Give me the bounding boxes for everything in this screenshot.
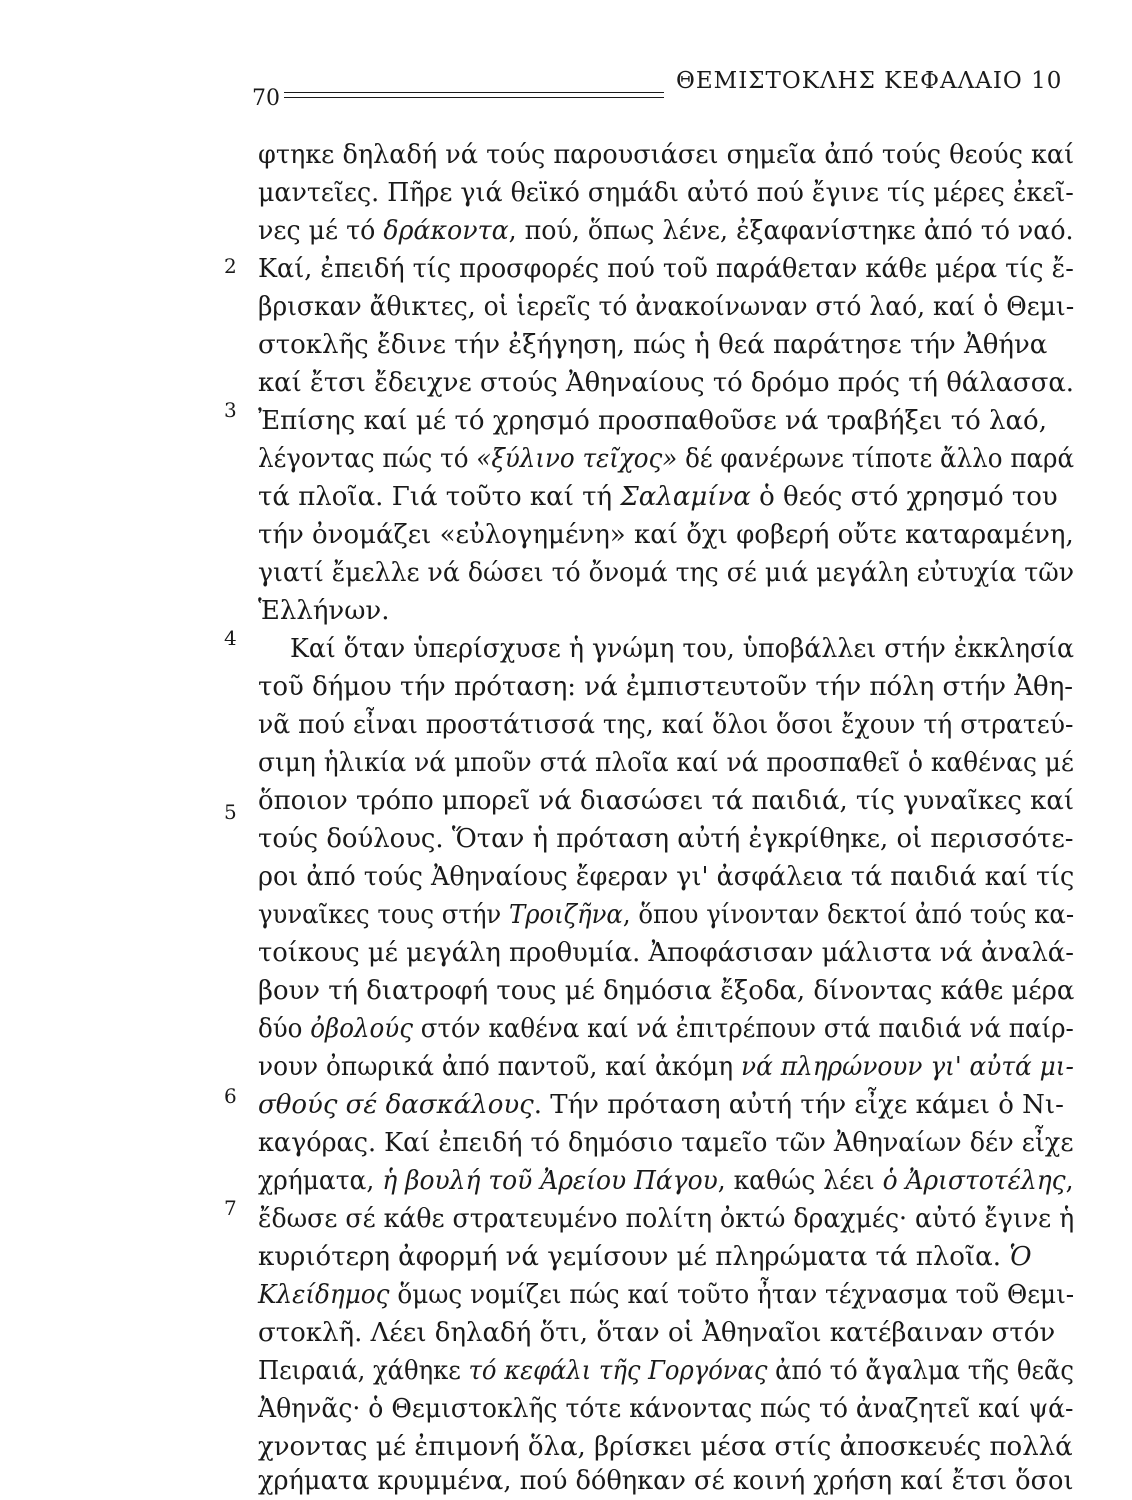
text-line: καί ἔτσι ἔδειχνε στούς Ἀθηναίους τό δρόμο πρός τή θάλασσα. [258,368,1074,398]
text-line: λέγοντας πώς τό «ξύλινο τεῖχος» δέ φανέρωνε τίποτε ἄλλο παρά [258,444,1075,474]
text-line: βρισκαν ἄθικτες, οἱ ἱερεῖς τό ἀνακοίνωναν στό λαό, καί ὁ Θεμι- [258,292,1075,322]
text-line: Ἐπίσης καί μέ τό χρησμό προσπαθοῦσε νά τραβήξει τό λαό, [258,406,1047,436]
text-line: δύο ὀβολούς στόν καθένα καί νά ἐπιτρέπουν στά παιδιά νά παίρ- [258,1014,1074,1044]
text-line: τοῦ δήμου τήν πρόταση: νά ἐμπιστευτοῦν τήν πόλη στήν Ἀθη- [258,672,1074,702]
text-line: νες μέ τό δράκοντα, πού, ὅπως λένε, ἐξαφανίστηκε ἀπό τό ναό. [258,216,1074,246]
text-line: νᾶ πού εἶναι προστάτισσά της, καί ὅλοι ὅσοι ἔχουν τή στρατεύ- [258,710,1074,740]
text-line: νουν ὀπωρικά ἀπό παντοῦ, καί ἀκόμη νά πληρώνουν γι' αὐτά μι- [258,1052,1074,1082]
text-line: Κλείδημος ὅμως νομίζει πώς καί τοῦτο ἦταν τέχνασμα τοῦ Θεμι- [258,1280,1075,1310]
text-line: καγόρας. Καί ἐπειδή τό δημόσιο ταμεῖο τῶν Ἀθηναίων δέν εἶχε [258,1128,1074,1158]
text-line: τούς δούλους. Ὅταν ἡ πρόταση αὐτή ἐγκρίθηκε, οἱ περισσότε- [258,824,1074,854]
text-line: γιατί ἔμελλε νά δώσει τό ὄνομά της σέ μιά μεγάλη εὐτυχία τῶν [258,558,1075,588]
text-line: χνοντας μέ ἐπιμονή ὅλα, βρίσκει μέσα στίς ἀποσκευές πολλά [258,1432,1073,1462]
running-title: ΘΕΜΙΣΤΟΚΛΗΣ ΚΕΦΑΛΑΙΟ 10 [676,68,1063,94]
text-line: σιμη ἡλικία νά μποῦν στά πλοῖα καί νά προσπαθεῖ ὁ καθένας μέ [258,748,1074,778]
text-line: σθούς σέ δασκάλους. Τήν πρόταση αὐτή τήν εἶχε κάμει ὁ Νι- [258,1090,1064,1120]
text-line: χρήματα, ἡ βουλή τοῦ Ἀρείου Πάγου, καθώς λέει ὁ Ἀριστοτέλης, [258,1166,1074,1196]
header-rule [284,92,664,98]
text-line: ὅποιον τρόπο μπορεῖ νά διασώσει τά παιδιά, τίς γυναῖκες καί [258,786,1074,816]
text-line: στοκλῆ. Λέει δηλαδή ὅτι, ὅταν οἱ Ἀθηναῖοι κατέβαιναν στόν [258,1318,1056,1348]
text-line: φτηκε δηλαδή νά τούς παρουσιάσει σημεῖα ἀπό τούς θεούς καί [258,140,1075,170]
section-number: 5 [224,800,237,824]
text-line: στοκλῆς ἔδινε τήν ἐξήγηση, πώς ἡ θεά παράτησε τήν Ἀθήνα [258,330,1048,360]
text-line: ροι ἀπό τούς Ἀθηναίους ἔφεραν γι' ἀσφάλεια τά παιδιά καί τίς [258,862,1075,892]
text-line: βουν τή διατροφή τους μέ δημόσια ἔξοδα, δίνοντας κάθε μέρα [258,976,1075,1006]
page-number: 70 [252,86,280,111]
section-number: 4 [224,626,237,650]
section-number: 7 [224,1196,237,1220]
text-line: Καί ὅταν ὑπερίσχυσε ἡ γνώμη του, ὑποβάλλει στήν ἐκκλησία [290,634,1075,664]
text-line: χρήματα κρυμμένα, πού δόθηκαν σέ κοινή χρήση καί ἔτσι ὅσοι [258,1466,1074,1496]
text-line: Ἀθηνᾶς· ὁ Θεμιστοκλῆς τότε κάνοντας πώς τό ἀναζητεῖ καί ψά- [258,1394,1074,1424]
text-line: γυναῖκες τους στήν Τροιζῆνα, ὅπου γίνονταν δεκτοί ἀπό τούς κα- [258,900,1075,930]
text-line: κυριότερη ἀφορμή νά γεμίσουν μέ πληρώματα τά πλοῖα. Ὁ [258,1242,1032,1272]
text-line: τήν ὀνομάζει «εὐλογημένη» καί ὄχι φοβερή οὔτε καταραμένη, [258,520,1074,550]
text-line: μαντεῖες. Πῆρε γιά θεϊκό σημάδι αὐτό πού ἔγινε τίς μέρες ἐκεῖ- [258,178,1074,208]
section-number: 6 [224,1084,237,1108]
text-line: ἔδωσε σέ κάθε στρατευμένο πολίτη ὀκτώ δραχμές· αὐτό ἔγινε ἡ [258,1204,1075,1234]
text-line: Ἑλλήνων. [258,596,390,626]
running-header [252,66,1082,111]
text-line: τά πλοῖα. Γιά τοῦτο καί τή Σαλαμίνα ὁ θεός στό χρησμό του [258,482,1058,512]
text-line: Πειραιά, χάθηκε τό κεφάλι τῆς Γοργόνας ἀπό τό ἄγαλμα τῆς θεᾶς [258,1356,1074,1386]
section-number: 3 [224,398,237,422]
text-line: τοίκους μέ μεγάλη προθυμία. Ἀποφάσισαν μάλιστα νά ἀναλά- [258,938,1074,968]
text-line: Καί, ἐπειδή τίς προσφορές πού τοῦ παράθεταν κάθε μέρα τίς ἔ- [258,254,1074,284]
section-number: 2 [224,254,237,278]
